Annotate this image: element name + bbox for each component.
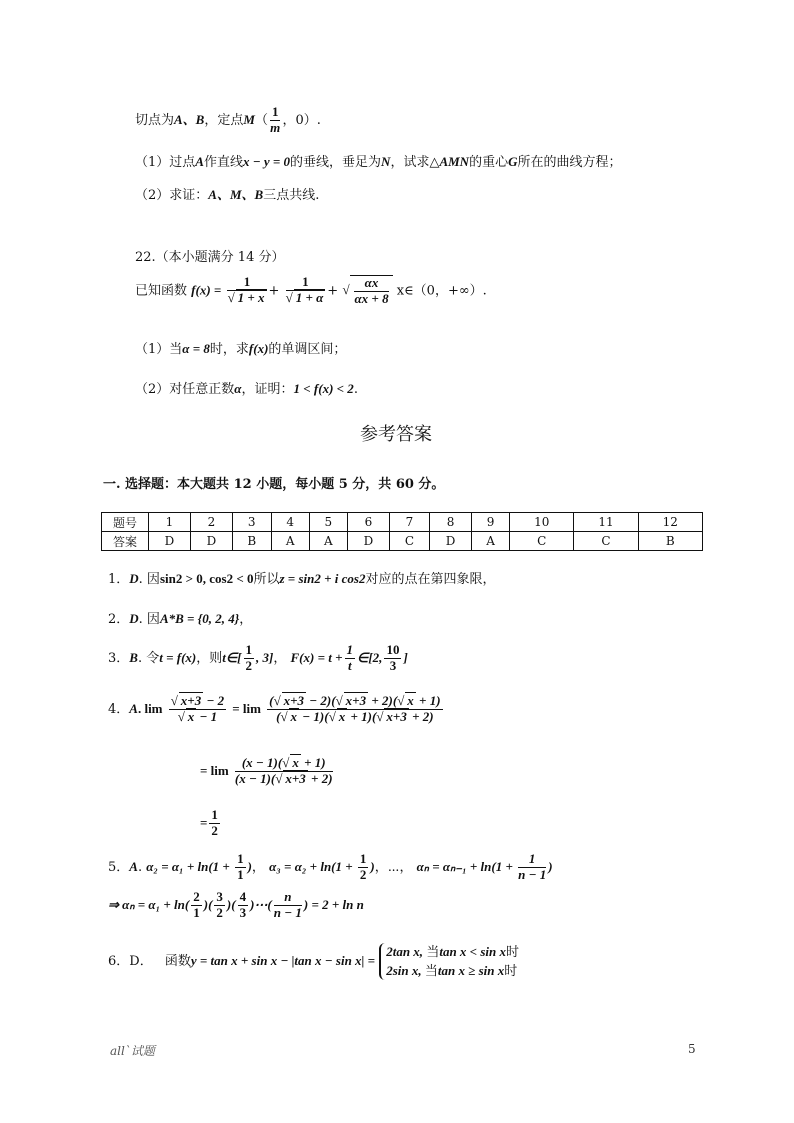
tri-amn: AMN <box>439 154 470 169</box>
prev-intro-text: 切点为 <box>135 112 175 128</box>
prev-q1 <box>135 151 621 170</box>
pt-a: A <box>195 154 204 169</box>
solution-3 <box>108 643 408 674</box>
q1-b: 作直线 <box>203 155 243 170</box>
piecewise: 2tan x, 当tan x < sin x时 2sin x, 当tan x ≥ sin x时 <box>379 943 519 980</box>
fx-q1: f(x) <box>248 341 269 356</box>
s4-result: $\frac{1}{2}$ <box>211 807 218 838</box>
answer-table <box>101 512 703 551</box>
term3: √ $\frac{\alpha x}{\alpha x + 8}$ <box>342 282 392 297</box>
s1-num: 1． <box>108 572 130 587</box>
cell: 3 <box>232 513 271 532</box>
cell: D <box>430 532 472 551</box>
p22-q1d: 的单调区间； <box>268 342 347 357</box>
s4-frac2: $\frac{(√ x+3 - 2)(√ x+3 + 2)(√ x + 1)}{(√ x - 1)(√ x + 1)(√ x+3 + 2)}$ <box>269 693 441 724</box>
s3-e: ，则 <box>196 650 223 666</box>
solution-1 <box>108 568 495 587</box>
s5-cont: ，⋯， <box>374 859 413 875</box>
cell: 7 <box>389 513 429 532</box>
q1-line: x − y = 0 <box>242 154 291 169</box>
s3-c: . 令 <box>137 650 160 666</box>
cell: D <box>149 532 191 551</box>
p22-q2b: ，证明： <box>241 382 294 397</box>
pt-n: N <box>381 154 391 169</box>
s2-d: A*B = {0, 2, 4} <box>159 611 240 626</box>
cell: A <box>271 532 309 551</box>
q1-c: 的垂线，垂足为 <box>290 155 382 170</box>
cell: 12 <box>638 513 702 532</box>
p22-q2a: （2）对任意正数 <box>135 382 235 397</box>
s1-e: 所以 <box>253 572 280 587</box>
m-fraction <box>270 105 281 136</box>
cell: 1 <box>149 513 191 532</box>
cell: B <box>638 532 702 551</box>
s4-frac1: $\frac{√ x+3 - 2}{√ x - 1}$ <box>170 693 225 724</box>
ten-thirds: $\frac{10}{3}$ <box>386 642 400 673</box>
q2-tail: 三点共线. <box>263 188 320 203</box>
section-1-heading: 一. 选择题：本大题共 12 小题，每小题 5 分，共 60 分。 <box>103 477 445 492</box>
s4-letter: A <box>129 700 138 716</box>
q1-a: （1）过点 <box>135 155 196 170</box>
p22-function: 已知函数 f(x) = $\frac{1}{√ 1 + x}$ + $\frac{1}{√ 1 + \alpha}$ + √ $\frac{\alpha x}{\alpha x + 8}$ x∈（0，+∞）. <box>135 274 487 306</box>
q1-d: ，试求△ <box>390 155 440 170</box>
fixed-point-text: ，定点 <box>204 112 244 128</box>
cell: C <box>389 532 429 551</box>
s3-num: 3． <box>108 650 130 666</box>
s5-num: 5． <box>108 859 130 875</box>
solution-5-step2: ⇒ αₙ = α₁ + ln( $\frac{2}{1}$ )( $\frac{3}{2}$ )( $\frac{4}{3}$ )⋯( $\frac{n}{n - 1}$ ) = 2 + ln n <box>108 889 364 920</box>
m-tail: ，0）. <box>282 112 321 128</box>
s2-c: . 因 <box>138 612 160 627</box>
cell: D <box>190 532 232 551</box>
p22-q2 <box>135 378 358 397</box>
s1-letter: D <box>129 571 139 586</box>
solution-5: 5．A. α₂ = α₁ + ln(1 + $\frac{1}{1}$ )， α₃ = α₂ + ln(1 + $\frac{1}{2}$ )，⋯， αₙ = αₙ₋₁ + ln(1 + $\frac{1}{n - 1}$ ) <box>108 851 553 882</box>
cell: 8 <box>430 513 472 532</box>
point-m: M <box>243 111 255 127</box>
q1-e: 的重心 <box>469 155 509 170</box>
s3-letter: B <box>129 649 138 665</box>
solution-4-step3: = $\frac{1}{2}$ <box>200 807 218 838</box>
row-label-numbers: 题号 <box>102 513 149 532</box>
p22-q2c: 1 < f(x) < 2 <box>293 381 354 396</box>
q2-a: （2）求证： <box>135 188 209 203</box>
p22-q1a: （1）当 <box>135 342 183 357</box>
one-over-t: $\frac{1}{t}$ <box>346 642 354 673</box>
term2: $\frac{1}{√ 1 + \alpha}$ <box>285 274 324 306</box>
s3-j: ∈[2, <box>357 649 383 665</box>
prev-q2 <box>135 184 319 203</box>
solution-6: 6．D． 函数y = tan x + sin x − |tan x − sin x| = 2tan x, 当tan x < sin x时 2sin x, 当tan x ≥ sin x时 <box>108 944 519 979</box>
s1-c: . 因 <box>138 572 160 587</box>
p22-domain: x∈（0，+∞）. <box>396 283 487 299</box>
cell: A <box>471 532 509 551</box>
s6-b: 函数 <box>164 954 191 970</box>
fx-label: f(x) = <box>191 282 222 298</box>
p22-q1 <box>135 338 346 357</box>
s3-g: , 3] <box>256 649 274 665</box>
cell: 10 <box>510 513 574 532</box>
s5-letter: A <box>129 858 138 874</box>
prev-intro-line: 切点为A、B，定点M（ $\frac{1}{m}$ ，0）. <box>135 104 321 135</box>
tangent-points: A、B <box>174 111 205 127</box>
s3-i: F(x) = t + <box>290 649 343 665</box>
alpha-q2: α <box>234 381 242 396</box>
p22-q1c: 时，求 <box>209 342 249 357</box>
s1-g: 对应的点在第四象限， <box>365 572 496 587</box>
s1-d: sin2 > 0, cos2 < 0 <box>159 571 254 586</box>
s4-frac3: $\frac{(x - 1)(√ x + 1)}{(x - 1)(√ x+3 + 2)}$ <box>234 755 333 786</box>
answers-title: 参考答案 <box>360 424 432 445</box>
cell: 4 <box>271 513 309 532</box>
q2-pts: A、M、B <box>208 187 264 202</box>
pt-g: G <box>508 154 518 169</box>
s5-c: . <box>137 859 143 875</box>
solution-4: 4．A. lim $\frac{√ x+3 - 2}{√ x - 1}$ = lim $\frac{(√ x+3 - 2)(√ x+3 + 2)(√ x + 1)}{(√ x - 1)(√ x + 1)(√ x+3 + 2)}$ <box>108 693 441 724</box>
cell: 6 <box>347 513 389 532</box>
term1: $\frac{1}{√ 1 + x}$ <box>227 274 265 306</box>
cell: 11 <box>574 513 638 532</box>
s2-num: 2． <box>108 612 130 627</box>
s3-f: t∈[ <box>222 649 242 665</box>
p22-q1b: α = 8 <box>182 341 210 356</box>
cell: 5 <box>309 513 347 532</box>
s1-f: z = sin2 + i cos2 <box>279 571 366 586</box>
cell: A <box>309 532 347 551</box>
s3-d: t = f(x) <box>159 649 197 665</box>
s2-e: ， <box>239 612 253 627</box>
s4-lim: . lim <box>137 700 163 716</box>
page-number: 5 <box>688 1042 696 1056</box>
cell: 2 <box>190 513 232 532</box>
m-frac-num: 1 <box>271 104 279 119</box>
solution-4-step2: = lim $\frac{(x - 1)(√ x + 1)}{(x - 1)(√ x+3 + 2)}$ <box>200 755 333 786</box>
m-frac-den: m <box>270 119 281 135</box>
cell: C <box>574 532 638 551</box>
cell: B <box>232 532 271 551</box>
s3-k: ] <box>403 649 408 665</box>
p22-title: 22.（本小题满分 14 分） <box>135 250 285 265</box>
p22-q2d: . <box>353 382 358 397</box>
table-row-answers <box>102 532 703 551</box>
solution-2 <box>108 608 252 627</box>
table-row-numbers <box>102 513 703 532</box>
cell: C <box>510 532 574 551</box>
row-label-answers: 答案 <box>102 532 149 551</box>
cell: 9 <box>471 513 509 532</box>
s2-letter: D <box>129 611 139 626</box>
s6-num: 6．D． <box>108 954 153 970</box>
s3-h: ， <box>273 650 287 666</box>
s4-num: 4． <box>108 701 130 717</box>
p22-given: 已知函数 <box>135 283 188 299</box>
q1-f: 所在的曲线方程； <box>517 155 622 170</box>
cell: D <box>347 532 389 551</box>
footer-label: all`试题 <box>110 1044 155 1058</box>
half: $\frac{1}{2}$ <box>245 642 253 673</box>
